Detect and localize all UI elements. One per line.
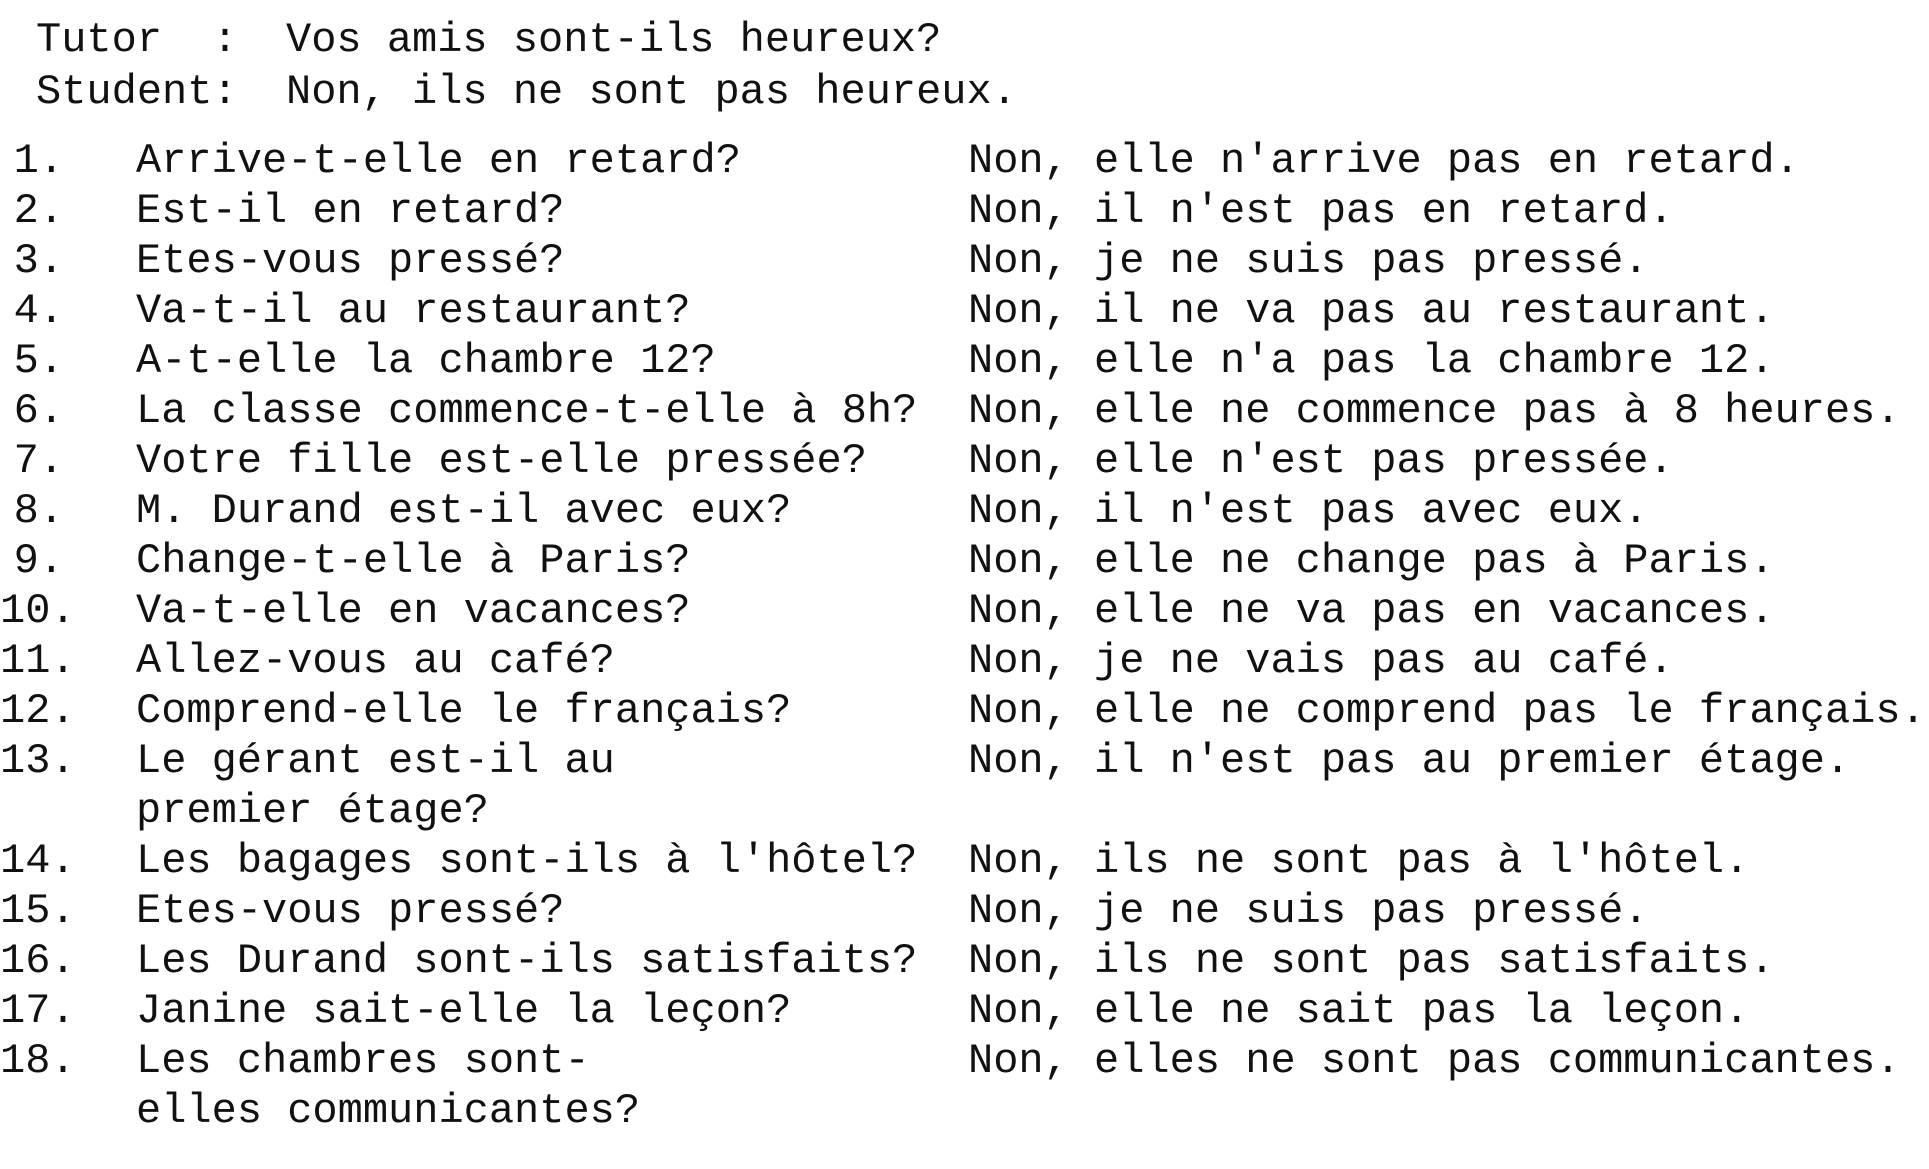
item-question: A-t-elle la chambre 12? <box>136 337 716 385</box>
item-question: Change-t-elle à Paris? <box>136 537 691 585</box>
item-answer: Non, il ne va pas au restaurant. <box>968 287 1775 335</box>
item-number: 2. <box>13 187 64 235</box>
item-number: 11. <box>0 637 76 685</box>
item-answer: Non, elle ne va pas en vacances. <box>968 587 1775 635</box>
student-line <box>36 66 1017 118</box>
item-question: Votre fille est-elle pressée? <box>136 437 867 485</box>
item-question: Etes-vous pressé? <box>136 237 565 285</box>
item-question: Arrive-t-elle en retard? <box>136 137 741 185</box>
item-answer: Non, elle ne change pas à Paris. <box>968 537 1775 585</box>
item-question: Les chambres sont-elles communicantes? <box>136 1037 641 1135</box>
item-answer: Non, je ne suis pas pressé. <box>968 237 1649 285</box>
drill-item <box>0 336 1929 386</box>
drill-item <box>0 636 1929 686</box>
tutor-label: Tutor : <box>36 16 238 64</box>
item-number: 3. <box>13 237 64 285</box>
drill-item <box>0 386 1929 436</box>
student-label: Student: <box>36 68 238 116</box>
item-question: Janine sait-elle la leçon? <box>136 987 792 1035</box>
item-number: 5. <box>13 337 64 385</box>
item-question: Est-il en retard? <box>136 187 565 235</box>
drill-item <box>0 486 1929 536</box>
drill-list <box>0 136 1929 1136</box>
item-answer: Non, ils ne sont pas satisfaits. <box>968 937 1775 985</box>
item-answer: Non, elles ne sont pas communicantes. <box>968 1037 1901 1085</box>
item-answer: Non, elle n'a pas la chambre 12. <box>968 337 1775 385</box>
item-answer: Non, il n'est pas en retard. <box>968 187 1674 235</box>
drill-item <box>0 236 1929 286</box>
drill-item <box>0 136 1929 186</box>
drill-item <box>0 1036 1929 1136</box>
item-answer: Non, il n'est pas au premier étage. <box>968 737 1851 785</box>
item-question: Va-t-il au restaurant? <box>136 287 691 335</box>
student-text: Non, ils ne sont pas heureux. <box>286 68 1017 116</box>
item-answer: Non, il n'est pas avec eux. <box>968 487 1649 535</box>
tutor-line <box>36 14 1017 66</box>
item-answer: Non, elle n'arrive pas en retard. <box>968 137 1800 185</box>
item-number: 18. <box>0 1037 76 1085</box>
item-answer: Non, elle ne commence pas à 8 heures. <box>968 387 1901 435</box>
item-number: 15. <box>0 887 76 935</box>
item-question: Les bagages sont-ils à l'hôtel? <box>136 837 918 885</box>
item-answer: Non, je ne vais pas au café. <box>968 637 1674 685</box>
drill-item <box>0 186 1929 236</box>
item-question: La classe commence-t-elle à 8h? <box>136 387 918 435</box>
drill-item <box>0 536 1929 586</box>
item-question: Les Durand sont-ils satisfaits? <box>136 937 918 985</box>
drill-item <box>0 736 1929 836</box>
item-number: 1. <box>13 137 64 185</box>
item-number: 6. <box>13 387 64 435</box>
item-number: 17. <box>0 987 76 1035</box>
item-question: Comprend-elle le français? <box>136 687 792 735</box>
item-answer: Non, je ne suis pas pressé. <box>968 887 1649 935</box>
item-answer: Non, ils ne sont pas à l'hôtel. <box>968 837 1750 885</box>
item-question: M. Durand est-il avec eux? <box>136 487 792 535</box>
drill-item <box>0 686 1929 736</box>
drill-item <box>0 286 1929 336</box>
drill-item <box>0 886 1929 936</box>
item-number: 13. <box>0 737 76 785</box>
item-question: Allez-vous au café? <box>136 637 615 685</box>
drill-item <box>0 986 1929 1036</box>
tutor-text: Vos amis sont-ils heureux? <box>286 16 942 64</box>
item-answer: Non, elle ne comprend pas le français. <box>968 687 1926 735</box>
item-answer: Non, elle ne sait pas la leçon. <box>968 987 1750 1035</box>
item-question: Etes-vous pressé? <box>136 887 565 935</box>
drill-item <box>0 836 1929 886</box>
drill-item <box>0 436 1929 486</box>
item-number: 16. <box>0 937 76 985</box>
item-question: Va-t-elle en vacances? <box>136 587 691 635</box>
item-number: 4. <box>13 287 64 335</box>
item-number: 8. <box>13 487 64 535</box>
drill-item <box>0 586 1929 636</box>
item-question: Le gérant est-il au premier étage? <box>136 737 615 835</box>
item-number: 14. <box>0 837 76 885</box>
item-answer: Non, elle n'est pas pressée. <box>968 437 1674 485</box>
example-dialogue <box>36 14 1017 118</box>
item-number: 10. <box>0 587 76 635</box>
item-number: 7. <box>13 437 64 485</box>
item-number: 12. <box>0 687 76 735</box>
item-number: 9. <box>13 537 64 585</box>
drill-item <box>0 936 1929 986</box>
